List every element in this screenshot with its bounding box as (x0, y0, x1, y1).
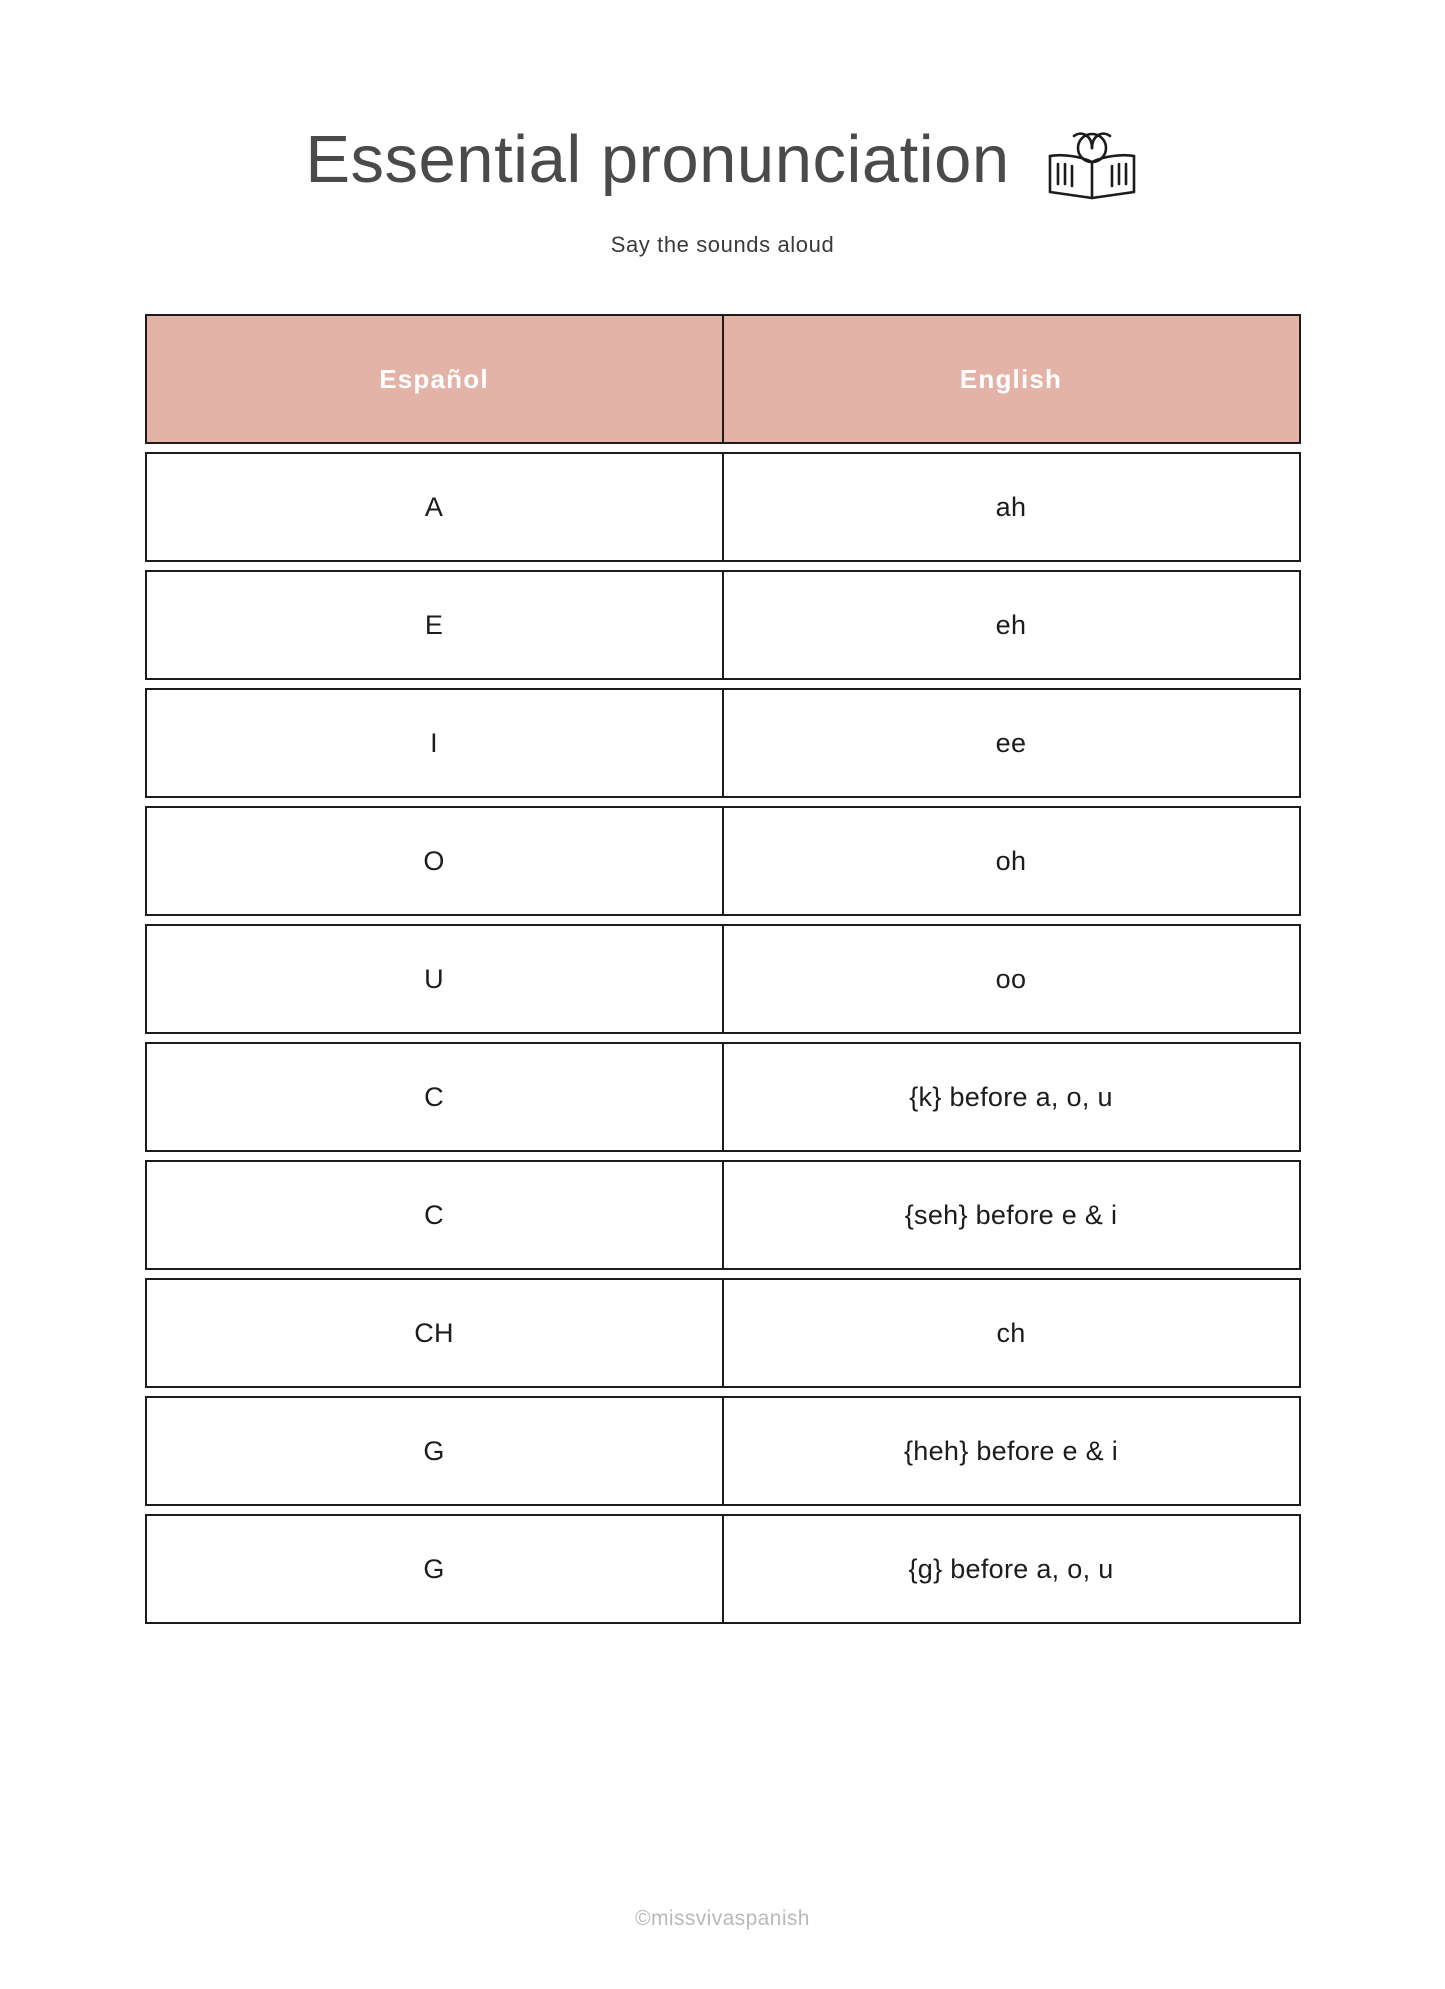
cell-english: ee (723, 688, 1301, 798)
cell-spanish: E (145, 570, 723, 680)
table-row (145, 1514, 1301, 1624)
cell-english: {heh} before e & i (723, 1396, 1301, 1506)
cell-spanish: CH (145, 1278, 723, 1388)
table-body (145, 452, 1301, 1624)
footer-credit: ©missvivaspanish (635, 1907, 810, 1930)
page-title: Essential pronunciation (305, 122, 1010, 198)
table-row (145, 924, 1301, 1034)
table-row (145, 452, 1301, 562)
open-book-icon (1044, 126, 1140, 202)
cell-english: oh (723, 806, 1301, 916)
cell-spanish: C (145, 1042, 723, 1152)
worksheet-page (0, 118, 1445, 1989)
table-row (145, 1042, 1301, 1152)
pronunciation-table-wrapper (145, 306, 1301, 1632)
table-row (145, 1396, 1301, 1506)
cell-english: ch (723, 1278, 1301, 1388)
cell-spanish: G (145, 1514, 723, 1624)
column-header-spanish: Español (145, 314, 723, 444)
cell-spanish: A (145, 452, 723, 562)
cell-spanish: U (145, 924, 723, 1034)
table-row (145, 688, 1301, 798)
pronunciation-table (145, 306, 1301, 1632)
cell-spanish: G (145, 1396, 723, 1506)
cell-english: {g} before a, o, u (723, 1514, 1301, 1624)
page-header (0, 118, 1445, 202)
cell-english: {seh} before e & i (723, 1160, 1301, 1270)
table-row (145, 1160, 1301, 1270)
cell-english: eh (723, 570, 1301, 680)
cell-spanish: O (145, 806, 723, 916)
column-header-english: English (723, 314, 1301, 444)
cell-english: oo (723, 924, 1301, 1034)
cell-spanish: C (145, 1160, 723, 1270)
page-subtitle: Say the sounds aloud (610, 232, 835, 257)
table-row (145, 570, 1301, 680)
cell-english: ah (723, 452, 1301, 562)
cell-spanish: I (145, 688, 723, 798)
table-row (145, 1278, 1301, 1388)
table-row (145, 806, 1301, 916)
table-header-row (145, 314, 1301, 444)
cell-english: {k} before a, o, u (723, 1042, 1301, 1152)
